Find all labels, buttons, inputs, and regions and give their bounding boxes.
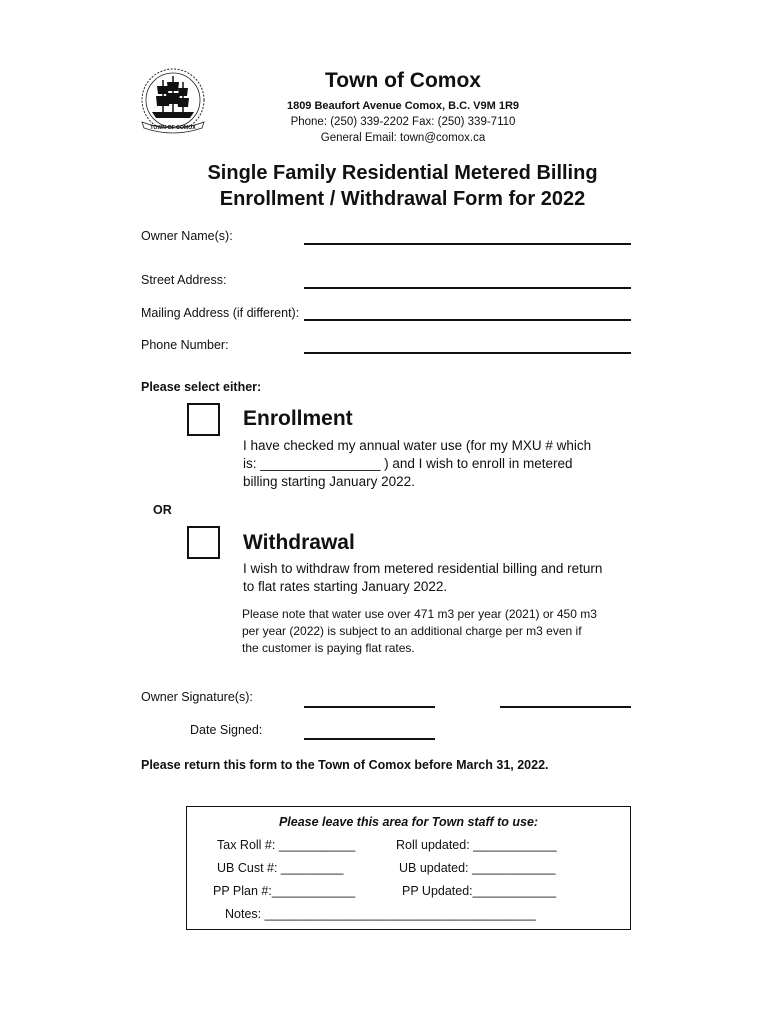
form-title-line2: Enrollment / Withdrawal Form for 2022 xyxy=(219,188,586,210)
pp-updated-field: PP Updated:____________ xyxy=(402,884,557,898)
date-signed-label: Date Signed: xyxy=(190,723,263,737)
enrollment-text-line2: is: ________________ ) and I wish to enroll in metered xyxy=(243,456,573,471)
town-address: 1809 Beaufort Avenue Comox, B.C. V9M 1R9 xyxy=(286,100,520,112)
enrollment-text-line1: I have checked my annual water use (for my MXU # which xyxy=(243,438,592,453)
phone-number-label: Phone Number: xyxy=(141,338,229,352)
town-seal-logo xyxy=(136,66,210,136)
withdrawal-title: Withdrawal xyxy=(243,531,355,554)
town-name: Town of Comox xyxy=(325,69,481,92)
owner-signature-field-2[interactable] xyxy=(500,706,631,708)
phone-number-field[interactable] xyxy=(304,352,631,354)
ub-updated-field: UB updated: ____________ xyxy=(399,861,556,875)
seal-text: TOWN OF COMOX xyxy=(150,125,196,131)
withdrawal-text-line2: to flat rates starting January 2022. xyxy=(243,579,448,594)
owner-name-label: Owner Name(s): xyxy=(141,229,233,243)
roll-updated-field: Roll updated: ____________ xyxy=(396,838,557,852)
form-title-line1: Single Family Residential Metered Billing xyxy=(207,162,598,184)
flat-rate-note-line1: Please note that water use over 471 m3 per year (2021) or 450 m3 xyxy=(242,607,597,621)
street-address-field[interactable] xyxy=(304,287,631,289)
street-address-label: Street Address: xyxy=(141,273,227,287)
mailing-address-field[interactable] xyxy=(304,319,631,321)
or-label: OR xyxy=(153,503,172,517)
select-either-label: Please select either: xyxy=(141,380,262,394)
flat-rate-note-line2: per year (2022) is subject to an additional charge per m3 even if xyxy=(242,624,582,638)
withdrawal-checkbox[interactable] xyxy=(187,526,220,559)
town-phone-fax: Phone: (250) 339-2202 Fax: (250) 339-7110 xyxy=(290,116,516,128)
staff-notes-field: Notes: _______________________________________ xyxy=(225,907,536,921)
town-email: General Email: town@comox.ca xyxy=(320,132,486,144)
owner-name-field[interactable] xyxy=(304,243,631,245)
owner-signature-field-1[interactable] xyxy=(304,706,435,708)
return-instructions: Please return this form to the Town of Comox before March 31, 2022. xyxy=(141,758,549,772)
enrollment-checkbox[interactable] xyxy=(187,403,220,436)
ub-cust-field: UB Cust #: _________ xyxy=(217,861,344,875)
pp-plan-field: PP Plan #:____________ xyxy=(213,884,356,898)
tax-roll-field: Tax Roll #: ___________ xyxy=(217,838,356,852)
enrollment-title: Enrollment xyxy=(243,407,353,430)
enrollment-text-line3: billing starting January 2022. xyxy=(243,474,415,489)
date-signed-field[interactable] xyxy=(304,738,435,740)
owner-signature-label: Owner Signature(s): xyxy=(141,690,253,704)
withdrawal-text-line1: I wish to withdraw from metered residential billing and return xyxy=(243,561,603,576)
flat-rate-note-line3: the customer is paying flat rates. xyxy=(242,641,415,655)
staff-use-heading: Please leave this area for Town staff to use: xyxy=(278,815,539,829)
mailing-address-label: Mailing Address (if different): xyxy=(141,306,300,320)
